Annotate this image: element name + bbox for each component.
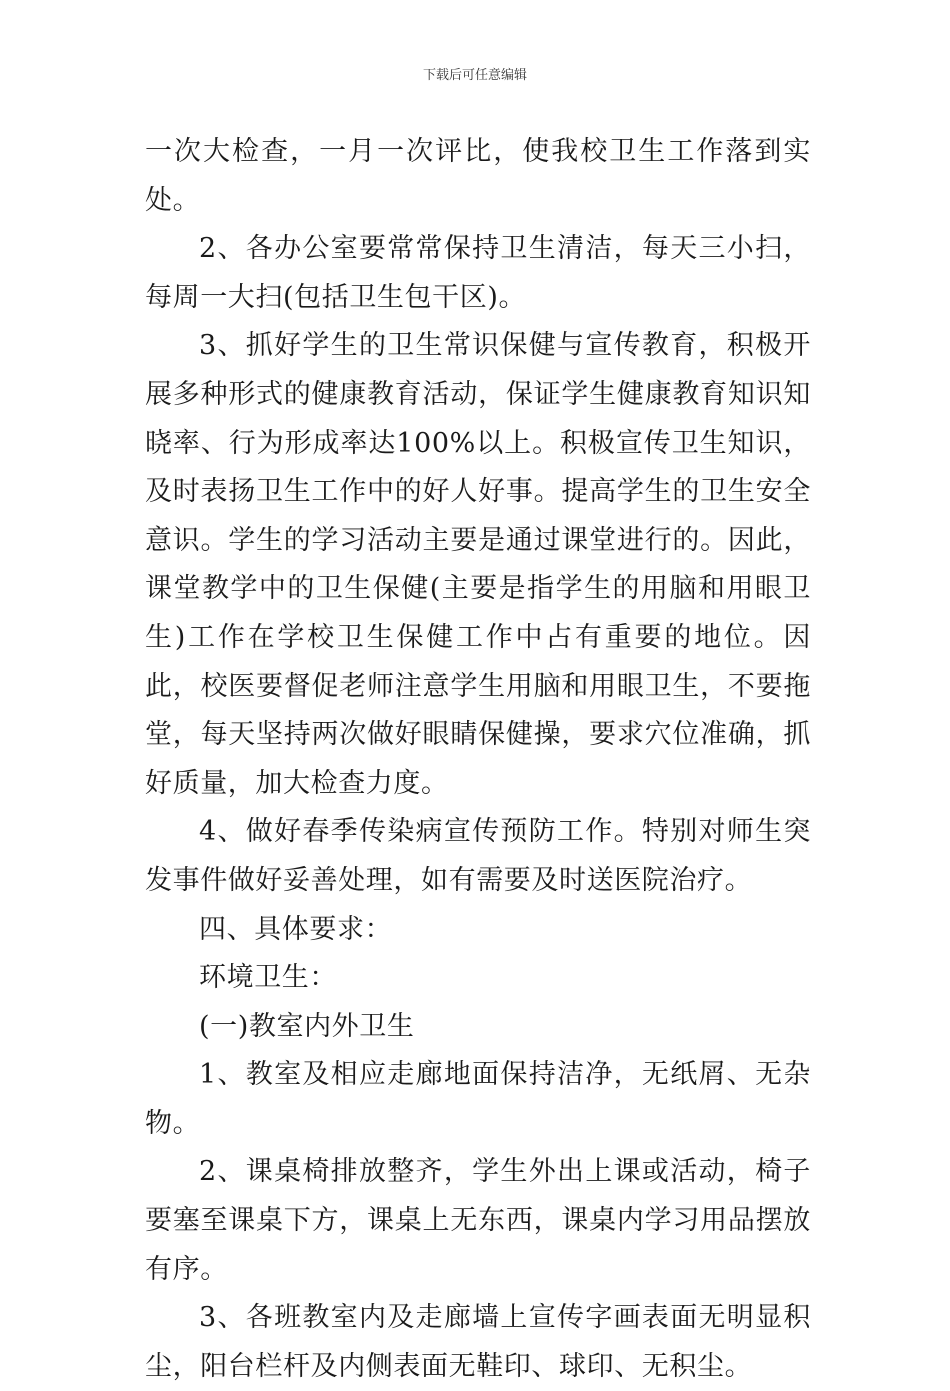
paragraph-item-3-health-education: 3、抓好学生的卫生常识保健与宣传教育，积极开展多种形式的健康教育活动，保证学生健康教育知识知晓率、行为形成率达100%以上。积极宣传卫生知识，及时表扬卫生工作中的好人好事。提高学生的卫生安全意识。学生的学习活动主要是通过课堂进行的。因此，课堂教学中的卫生保健(主要是指学生的用脑和用眼卫生)工作在学校卫生保健工作中占有重要的地位。因此，校医要督促老师注意学生用脑和用眼卫生，不要拖堂，每天坚持两次做好眼睛保健操，要求穴位准确，抓好质量，加大检查力度。 <box>145 330 811 799</box>
rule-item-1-floor: 1、教室及相应走廊地面保持洁净，无纸屑、无杂物。 <box>145 1059 811 1139</box>
section-heading-requirements: 四、具体要求： <box>199 913 393 945</box>
rule-item-2-desks: 2、课桌椅排放整齐，学生外出上课或活动，椅子要塞至课桌下方，课桌上无东西，课桌内学习用品摆放有序。 <box>145 1156 811 1285</box>
rule-item-3-walls: 3、各班教室内及走廊墙上宣传字画表面无明显积尘，阳台栏杆及内侧表面无鞋印、球印、无积尘。 <box>145 1302 811 1382</box>
paragraph-item-4-disease-prevention: 4、做好春季传染病宣传预防工作。特别对师生突发事件做好妥善处理，如有需要及时送医院治疗。 <box>145 816 811 896</box>
subheading-classroom: (一)教室内外卫生 <box>199 1010 415 1042</box>
subheading-environment: 环境卫生： <box>199 962 337 994</box>
document-body <box>145 128 811 1391</box>
paragraph-continuation: 一次大检查，一月一次评比，使我校卫生工作落到实处。 <box>145 136 811 216</box>
page-header: 下载后可任意编辑 <box>422 68 527 83</box>
paragraph-item-2-offices: 2、各办公室要常常保持卫生清洁，每天三小扫，每周一大扫(包括卫生包干区)。 <box>145 233 811 313</box>
